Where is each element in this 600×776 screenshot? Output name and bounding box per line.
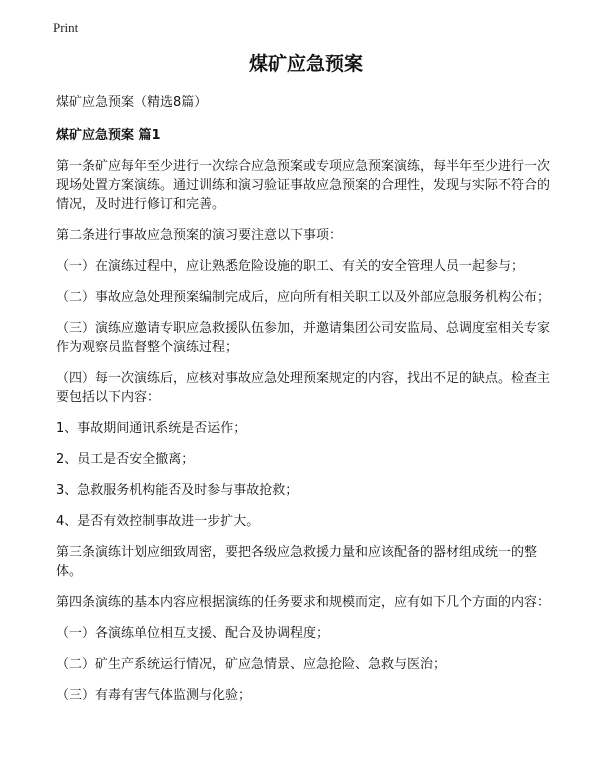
paragraph: 2、员工是否安全撤离； bbox=[56, 452, 195, 467]
paragraph: 第一条矿应每年至少进行一次综合应急预案或专项应急预案演练，每半年至少进行一次现场处置方案演练。通过训练和演习验证事故应急预案的合理性，发现与实际不符合的情况，及时进行修订和完善。 bbox=[56, 159, 551, 212]
paragraph: （三）演练应邀请专职应急救援队伍参加，并邀请集团公司安监局、总调度室相关专家作为观察员监督整个演练过程； bbox=[56, 321, 551, 355]
paragraph: （四）每一次演练后，应核对事故应急处理预案规定的内容，找出不足的缺点。检查主要包括以下内容： bbox=[56, 371, 551, 405]
paragraph: 第二条进行事故应急预案的演习要注意以下事项： bbox=[56, 228, 343, 243]
paragraph: （二）事故应急处理预案编制完成后，应向所有相关职工以及外部应急服务机构公布； bbox=[56, 290, 551, 305]
section-heading: 煤矿应急预案 篇1 bbox=[56, 128, 161, 143]
document-body bbox=[56, 50, 556, 705]
paragraph: （一）各演练单位相互支援、配合及协调程度； bbox=[56, 626, 330, 641]
paragraph: （二）矿生产系统运行情况，矿应急情景、应急抢险、急救与医治； bbox=[56, 657, 447, 672]
print-link[interactable]: Print bbox=[53, 20, 79, 35]
paragraph: （三）有毒有害气体监测与化验； bbox=[56, 688, 252, 703]
document-title: 煤矿应急预案 bbox=[248, 53, 363, 75]
paragraph: （一）在演练过程中，应让熟悉危险设施的职工、有关的安全管理人员一起参与； bbox=[56, 259, 525, 274]
paragraph: 1、事故期间通讯系统是否运作； bbox=[56, 421, 247, 436]
paragraph: 4、是否有效控制事故进一步扩大。 bbox=[56, 514, 260, 529]
paragraph: 第三条演练计划应细致周密，要把各级应急救援力量和应该配备的器材组成统一的整体。 bbox=[56, 545, 538, 579]
paragraph: 3、急救服务机构能否及时参与事故抢救； bbox=[56, 483, 299, 498]
document-subtitle: 煤矿应急预案（精选8篇） bbox=[56, 95, 208, 110]
paragraph: 第四条演练的基本内容应根据演练的任务要求和规模而定，应有如下几个方面的内容： bbox=[56, 595, 551, 610]
